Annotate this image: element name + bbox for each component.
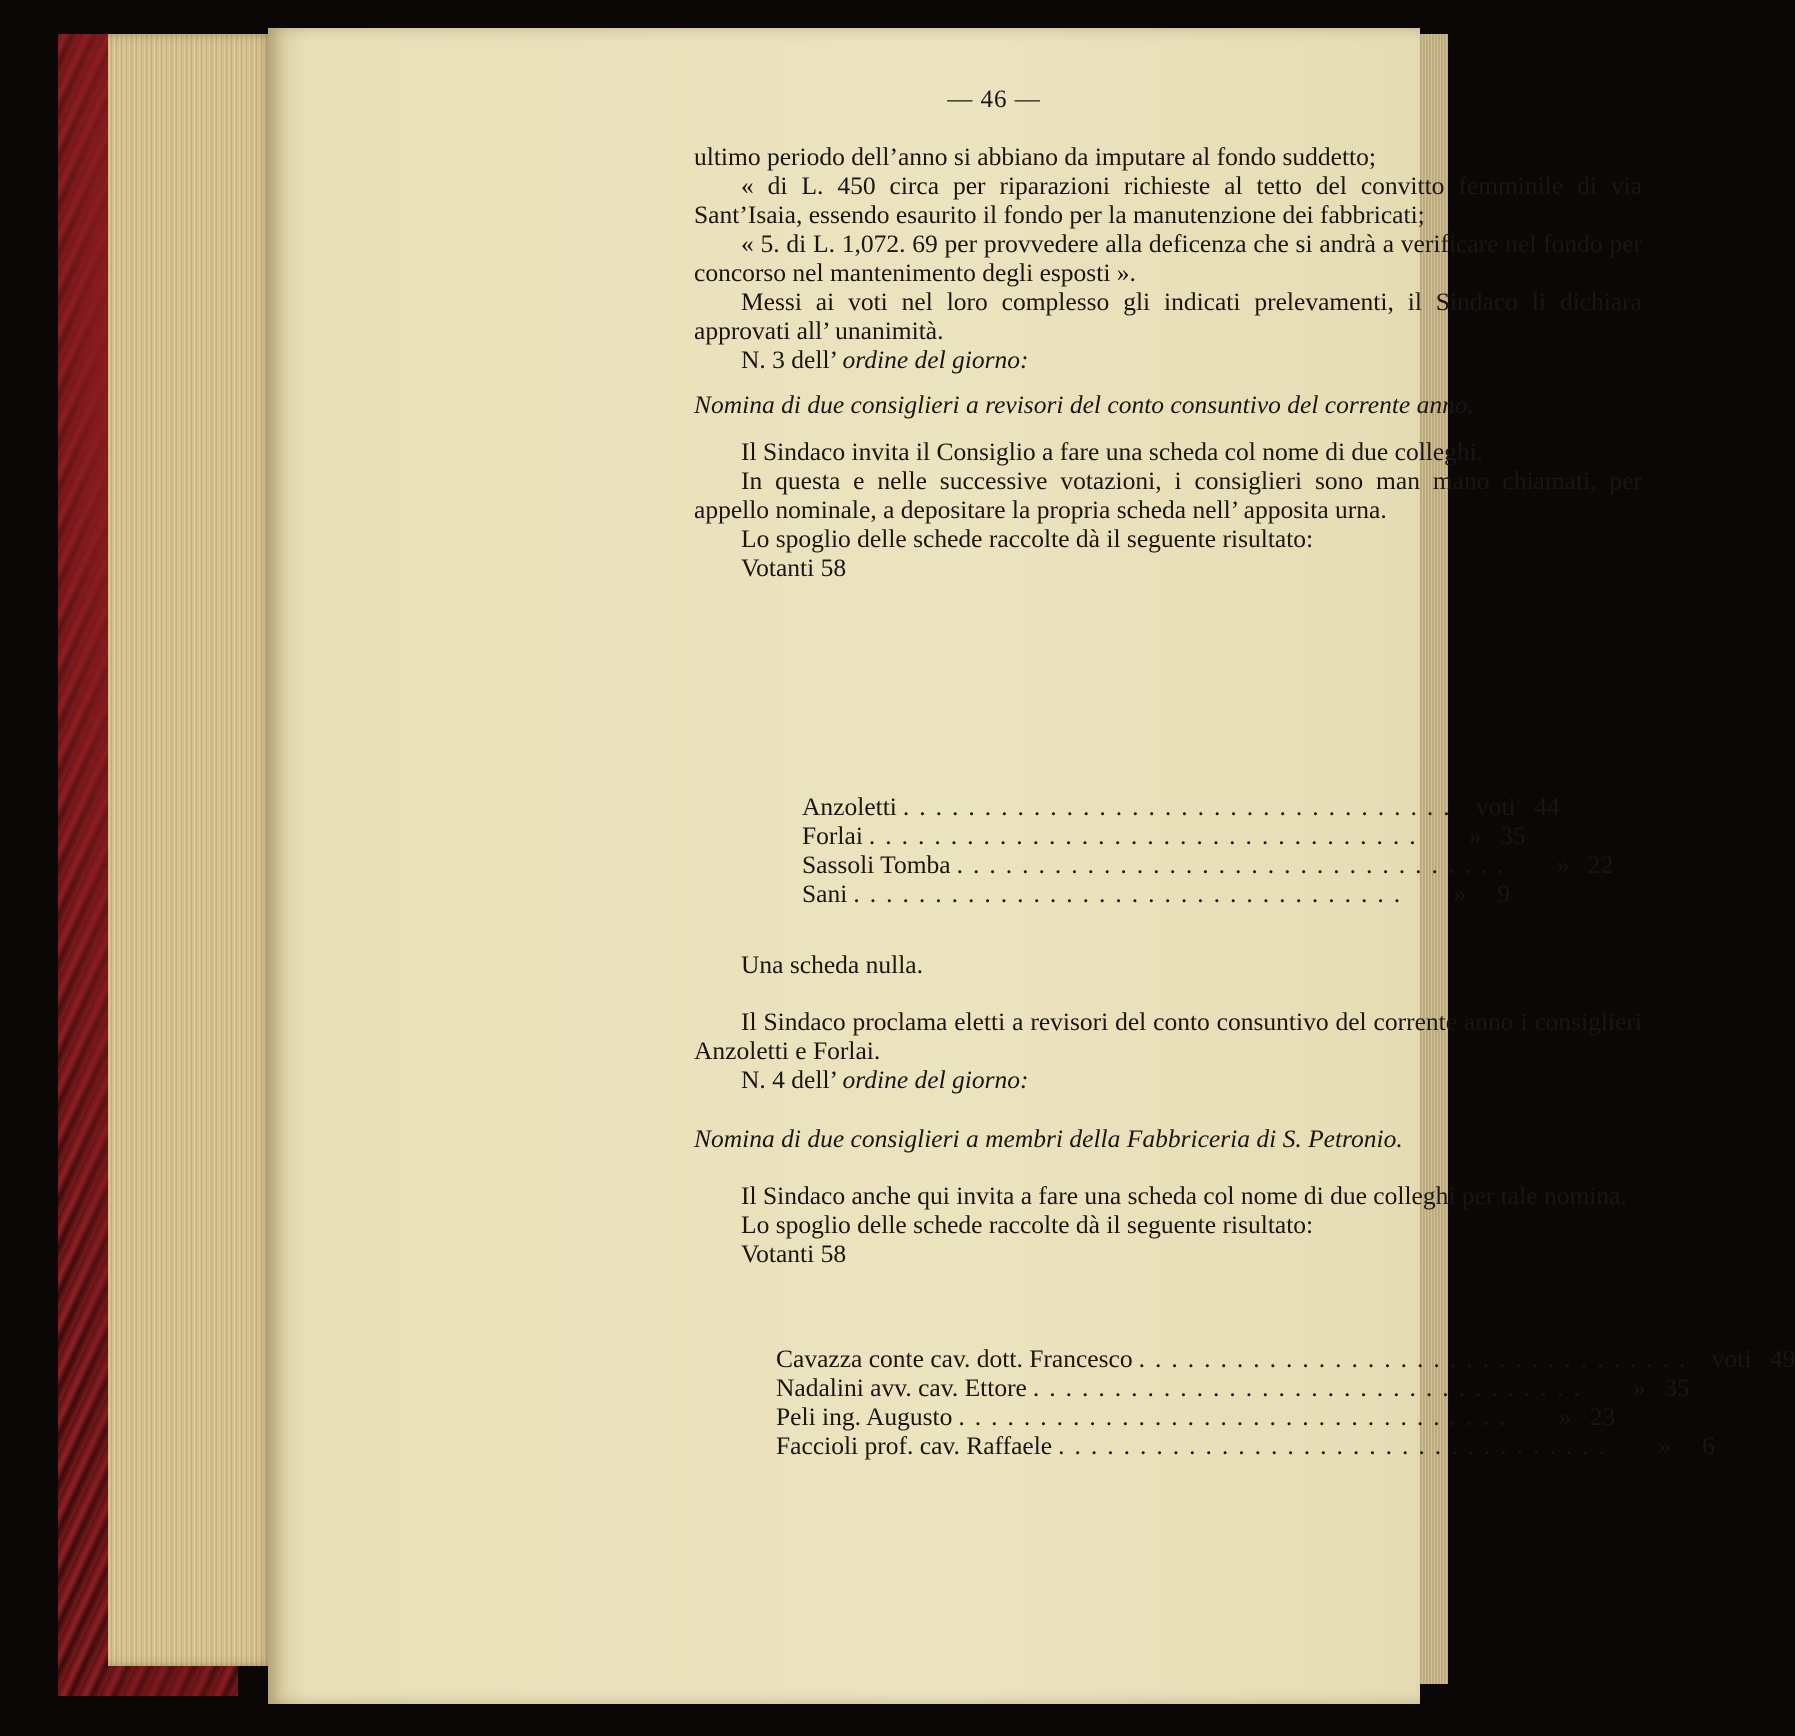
paragraph: Il Sindaco anche qui invita a fare una scheda col nome di due colleghi per tale nomina. xyxy=(741,1181,1627,1210)
paragraph: Messi ai voti nel loro complesso gli indicati prelevamenti, il Sindaco li dichiara approvati all’ unanimità. xyxy=(694,287,1642,345)
votanti-line: Votanti 58 xyxy=(741,553,847,582)
result-row: Peli ing. Augusto .................................. » 23 xyxy=(776,1402,1616,1431)
votanti-line: Votanti 58 xyxy=(741,1239,847,1268)
paragraph: Il Sindaco invita il Consiglio a fare una scheda col nome di due colleghi. xyxy=(741,437,1484,466)
result-row: Sassoli Tomba .................................. » 22 xyxy=(802,850,1614,879)
result-row: Forlai .................................. » 35 xyxy=(802,821,1526,850)
book-page xyxy=(268,28,1795,1704)
results-table-2 xyxy=(776,1344,1795,1460)
null-ballot-line: Una scheda nulla. xyxy=(741,950,923,979)
results-table-1 xyxy=(802,792,1614,908)
page-number: — 46 — xyxy=(947,86,1041,113)
page-edges-left xyxy=(108,34,273,1666)
paragraph: Lo spoglio delle schede raccolte dà il seguente risultato: xyxy=(741,1210,1314,1239)
text-block-bottom xyxy=(694,950,1642,1268)
section-heading-3: Nomina di due consiglieri a revisori del conto consuntivo del corrente anno. xyxy=(694,390,1474,419)
section-heading-4: Nomina di due consiglieri a membri della Fabbriceria di S. Petronio. xyxy=(694,1124,1403,1153)
paragraph: Lo spoglio delle schede raccolte dà il seguente risultato: xyxy=(741,524,1314,553)
paragraph: « 5. di L. 1,072. 69 per provvedere alla deficenza che si andrà a verificare nel fondo per concorso nel mantenimento degli esposti ». xyxy=(694,229,1642,287)
paragraph: ultimo periodo dell’anno si abbiano da imputare al fondo suddetto; xyxy=(694,142,1376,171)
agenda-item-3: N. 3 dell’ ordine del giorno: xyxy=(741,345,1029,374)
agenda-item-4: N. 4 dell’ ordine del giorno: xyxy=(741,1065,1029,1094)
text-block-top xyxy=(694,142,1642,582)
result-row: Anzoletti .................................. voti 44 xyxy=(802,792,1560,821)
paragraph: « di L. 450 circa per riparazioni richieste al tetto del convitto femminile di via Sant’Isaia, essendo esaurito il fondo per la manutenzione dei fabbricati; xyxy=(694,171,1642,229)
result-row: Faccioli prof. cav. Raffaele .................................. » 6 xyxy=(776,1431,1715,1460)
result-row: Sani .................................. » 9 xyxy=(802,879,1511,908)
paragraph: In questa e nelle successive votazioni, i consiglieri sono man mano chiamati, per appello nominale, a depositare la propria scheda nell’ apposita urna. xyxy=(694,466,1642,524)
result-row: Cavazza conte cav. dott. Francesco .................................. voti 49 xyxy=(776,1344,1795,1373)
result-row: Nadalini avv. cav. Ettore .................................. » 35 xyxy=(776,1373,1690,1402)
paragraph: Il Sindaco proclama eletti a revisori del conto consuntivo del corrente anno i consiglieri Anzoletti e Forlai. xyxy=(694,1007,1642,1065)
